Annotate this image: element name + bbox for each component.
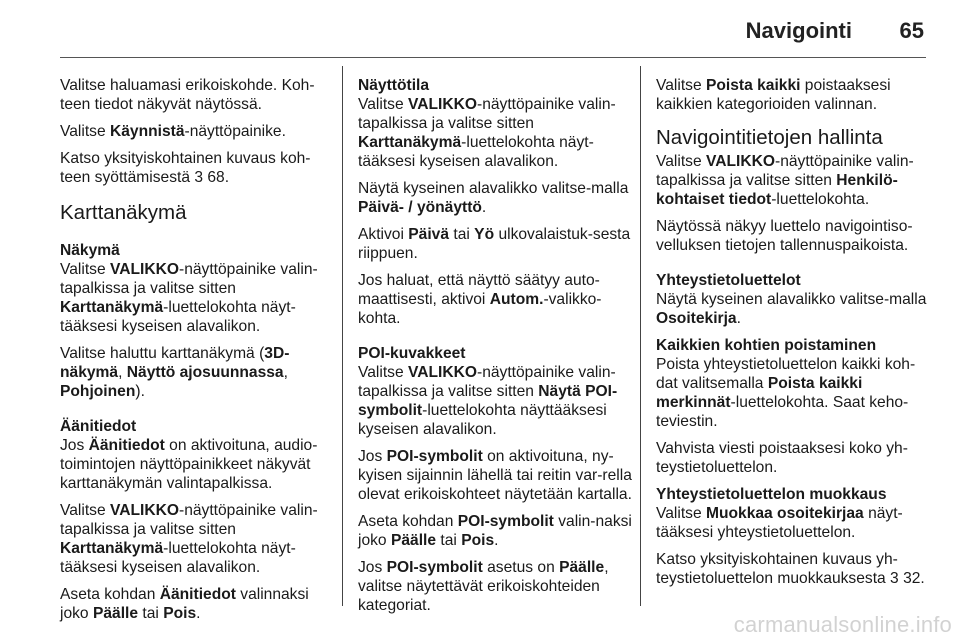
paragraph: Vahvista viesti poistaaksesi koko yh-teystietoluettelon. bbox=[656, 440, 908, 476]
subheading-muokkaus: Yhteystietoluettelon muokkaus bbox=[656, 486, 887, 503]
page-reference-icon: 3 bbox=[890, 570, 899, 587]
paragraph: Valitse VALIKKO-näyttöpainike valin-tapalkissa ja valitse sitten Näytä POI-symbolit-luettelokohta näyttääksesi kyseisen alavalikon. bbox=[358, 364, 618, 438]
heading-hallinta: Navigointitietojen hallinta bbox=[656, 126, 883, 149]
paragraph: Valitse VALIKKO-näyttöpainike valin-tapalkissa ja valitse sitten Karttanäkymä-luettelokohta näyt-tääksesi kyseisen alavalikon. bbox=[358, 96, 616, 170]
paragraph: Valitse haluttu karttanäkymä (3D-näkymä, Näyttö ajosuunnassa, Pohjoinen). bbox=[60, 345, 290, 400]
column-divider-right bbox=[640, 66, 641, 606]
subheading-yhteystietoluettelot: Yhteystietoluettelot bbox=[656, 272, 801, 289]
watermark: carmanualsonline.info bbox=[733, 612, 952, 637]
paragraph: Aktivoi Päivä tai Yö ulkovalaistuk-sesta riippuen. bbox=[358, 226, 631, 262]
paragraph: Näytä kyseinen alavalikko valitse-malla Päivä- / yönäyttö. bbox=[358, 180, 629, 216]
header-rule bbox=[60, 57, 926, 58]
subheading-aanitiedot: Äänitiedot bbox=[60, 418, 137, 435]
paragraph: Jos haluat, että näyttö säätyy auto-maattisesti, aktivoi Autom.-valikko-kohta. bbox=[358, 272, 602, 327]
paragraph: Jos POI-symbolit on aktivoituna, ny-kyisen sijainnin lähellä tai reitin var-rella olevat erikoiskohteet näytetään kartalla. bbox=[358, 448, 632, 503]
section-title: Navigointi bbox=[745, 18, 852, 43]
page-reference-icon: 3 bbox=[194, 169, 204, 186]
paragraph: Aseta kohdan POI-symbolit valin-naksi joko Päälle tai Pois. bbox=[358, 513, 632, 549]
paragraph: Aseta kohdan Äänitiedot valinnaksi joko Päälle tai Pois. bbox=[60, 586, 309, 622]
paragraph: Katso yksityiskohtainen kuvaus koh-teen syöttämisestä 3 68. bbox=[60, 150, 311, 186]
page-header bbox=[0, 0, 960, 58]
column-divider-left bbox=[342, 66, 343, 606]
subheading-nayttotila: Näyttötila bbox=[358, 77, 430, 94]
page-number: 65 bbox=[899, 18, 924, 43]
paragraph: Valitse Muokkaa osoitekirjaa näyt-tääksesi yhteystietoluettelon. bbox=[656, 505, 903, 541]
paragraph: Valitse Poista kaikki poistaaksesi kaikkien kategorioiden valinnan. bbox=[656, 77, 891, 113]
subheading-poi: POI-kuvakkeet bbox=[358, 345, 466, 362]
paragraph: Jos POI-symbolit asetus on Päälle, valitse näytettävät erikoiskohteiden kategoriat. bbox=[358, 559, 609, 614]
column-2 bbox=[358, 76, 632, 623]
paragraph: Näytössä näkyy luettelo navigointiso-velluksen tietojen tallennuspaikoista. bbox=[656, 218, 913, 254]
heading-karttanakyma: Karttanäkymä bbox=[60, 201, 187, 224]
paragraph: Jos Äänitiedot on aktivoituna, audio-toimintojen näyttöpainikkeet näkyvät karttanäkymän valintapalkissa. bbox=[60, 437, 318, 492]
column-3 bbox=[656, 76, 928, 596]
paragraph: Katso yksityiskohtainen kuvaus yh-teystietoluettelon muokkauksesta 3 32. bbox=[656, 551, 925, 587]
subheading-nakyma: Näkymä bbox=[60, 242, 120, 259]
paragraph: Valitse haluamasi erikoiskohde. Koh-teen tiedot näkyvät näytössä. bbox=[60, 77, 315, 113]
column-1 bbox=[60, 76, 332, 631]
paragraph: Valitse VALIKKO-näyttöpainike valin-tapalkissa ja valitse sitten Karttanäkymä-luettelokohta näyt-tääksesi kyseisen alavalikon. bbox=[60, 502, 318, 576]
paragraph: Valitse VALIKKO-näyttöpainike valin-tapalkissa ja valitse sitten Karttanäkymä-luettelokohta näyt-tääksesi kyseisen alavalikon. bbox=[60, 261, 318, 335]
paragraph: Näytä kyseinen alavalikko valitse-malla Osoitekirja. bbox=[656, 291, 927, 327]
paragraph: Valitse Käynnistä-näyttöpainike. bbox=[60, 123, 286, 140]
paragraph: Valitse VALIKKO-näyttöpainike valin-tapalkissa ja valitse sitten Henkilö-kohtaiset tiedot-luettelokohta. bbox=[656, 153, 914, 208]
paragraph: Poista yhteystietoluettelon kaikki koh-dat valitsemalla Poista kaikki merkinnät-luettelokohta. Saat keho-teviestin. bbox=[656, 356, 916, 430]
subheading-poistaminen: Kaikkien kohtien poistaminen bbox=[656, 337, 877, 354]
